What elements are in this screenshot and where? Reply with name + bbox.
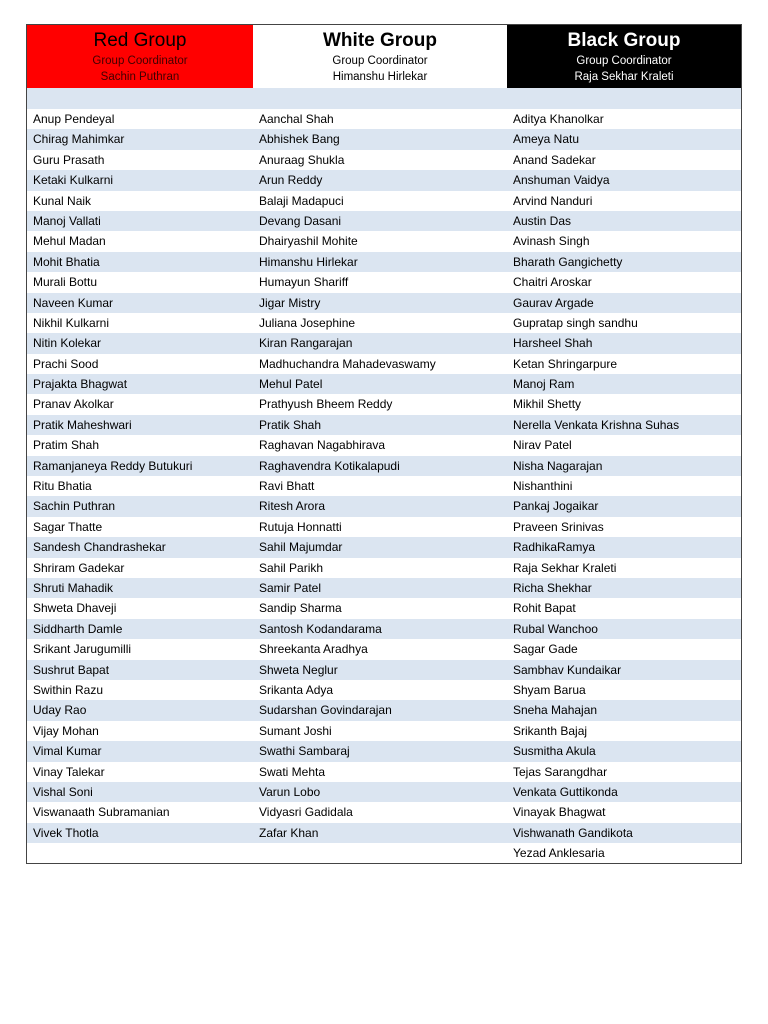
black-group-member: Harsheel Shah — [513, 336, 593, 351]
white-group-member: Aanchal Shah — [259, 112, 334, 126]
table-row — [27, 231, 741, 251]
table-row — [27, 333, 741, 353]
white-group-header — [253, 25, 507, 88]
group-header-row — [27, 25, 741, 88]
table-row — [27, 558, 741, 578]
black-group-member: Tejas Sarangdhar — [513, 764, 608, 779]
black-group-member: Vinayak Bhagwat — [513, 805, 606, 820]
red-group-member: Pratik Maheshwari — [33, 417, 132, 432]
red-group-member: Uday Rao — [33, 703, 87, 718]
white-group-member: Santosh Kodandarama — [259, 621, 382, 636]
red-group-member: Sandesh Chandrashekar — [33, 540, 166, 555]
white-group-member: Arun Reddy — [259, 173, 323, 188]
red-group-member: Pranav Akolkar — [33, 397, 114, 412]
table-row — [27, 578, 741, 598]
black-group-member: Richa Shekhar — [513, 580, 592, 595]
white-group-member: Dhairyashil Mohite — [259, 234, 358, 249]
table-row — [27, 109, 741, 129]
spacer-row — [27, 88, 741, 109]
black-group-member: Gupratap singh sandhu — [513, 315, 638, 330]
table-row — [27, 415, 741, 435]
table-row — [27, 476, 741, 496]
black-group-member: Avinash Singh — [513, 234, 590, 249]
table-row — [27, 150, 741, 170]
table-row — [27, 496, 741, 516]
white-group-member: Vidyasri Gadidala — [259, 805, 353, 820]
black-group-member: Susmitha Akula — [513, 744, 596, 759]
red-group-member: Manoj Vallati — [33, 213, 101, 228]
white-group-member: Mehul Patel — [259, 377, 323, 392]
red-group-member: Prajakta Bhagwat — [33, 377, 128, 392]
black-group-member: Nishanthini — [513, 479, 573, 494]
black-group-member: Ameya Natu — [513, 132, 580, 147]
black-group-member: Anshuman Vaidya — [513, 173, 610, 188]
red-group-member: Ramanjaneya Reddy Butukuri — [33, 458, 193, 473]
black-group-member: Rubal Wanchoo — [513, 621, 598, 636]
white-group-member: Raghavan Nagabhirava — [259, 438, 386, 453]
table-row — [27, 435, 741, 455]
white-group-member: Shweta Neglur — [259, 662, 338, 677]
table-row — [27, 782, 741, 802]
red-group-member: Naveen Kumar — [33, 295, 114, 310]
red-group-member: Shweta Dhaveji — [33, 601, 117, 616]
black-group-member: RadhikaRamya — [513, 540, 596, 555]
red-group-member: Nitin Kolekar — [33, 336, 102, 351]
white-group-member: Kiran Rangarajan — [259, 336, 353, 351]
white-group-member: Swati Mehta — [259, 764, 326, 779]
black-group-member: Arvind Nanduri — [513, 193, 593, 208]
black-group-member: Nerella Venkata Krishna Suhas — [513, 417, 680, 432]
white-group-member: Prathyush Bheem Reddy — [259, 397, 393, 412]
white-group-member: Balaji Madapuci — [259, 193, 344, 208]
red-group-member: Shriram Gadekar — [33, 560, 125, 575]
black-group-member: Anand Sadekar — [513, 152, 596, 167]
table-row — [27, 191, 741, 211]
black-group-member: Praveen Srinivas — [513, 519, 604, 534]
black-group-member: Srikanth Bajaj — [513, 723, 588, 738]
table-row — [27, 843, 741, 863]
white-group-member: Swathi Sambaraj — [259, 744, 350, 759]
red-group-member: Vijay Mohan — [33, 723, 99, 738]
black-group-member: Bharath Gangichetty — [513, 254, 623, 269]
black-group-member: Rohit Bapat — [513, 601, 576, 616]
black-group-member: Yezad Anklesaria — [513, 846, 605, 861]
white-group-member: Sahil Parikh — [259, 560, 324, 575]
black-group-member: Nirav Patel — [513, 438, 572, 453]
black-group-member: Gaurav Argade — [513, 295, 594, 310]
table-row — [27, 293, 741, 313]
table-row — [27, 517, 741, 537]
white-group-member: Rutuja Honnatti — [259, 519, 342, 534]
red-group-coordinator-name: Sachin Puthran — [100, 71, 180, 83]
white-group-member: Zafar Khan — [259, 825, 319, 840]
white-group-member: Humayun Shariff — [259, 275, 349, 290]
table-row — [27, 802, 741, 822]
red-group-member: Murali Bottu — [33, 275, 98, 290]
red-group-member: Anup Pendeyal — [33, 112, 115, 126]
white-group-member: Sudarshan Govindarajan — [259, 703, 392, 718]
table-row — [27, 374, 741, 394]
red-group-member: Sagar Thatte — [33, 519, 103, 534]
black-group-coordinator-name: Raja Sekhar Kraleti — [574, 71, 674, 83]
black-group-member: Aditya Khanolkar — [513, 112, 604, 126]
black-group-member: Pankaj Jogaikar — [513, 499, 599, 514]
red-group-member: Pratim Shah — [33, 438, 100, 453]
white-group-title: White Group — [323, 30, 437, 51]
white-group-member: Pratik Shah — [259, 417, 322, 432]
table-row — [27, 211, 741, 231]
black-group-member: Sagar Gade — [513, 642, 578, 657]
black-group-member: Mikhil Shetty — [513, 397, 582, 412]
red-group-member: Shruti Mahadik — [33, 580, 114, 595]
table-row — [27, 252, 741, 272]
table-row — [27, 762, 741, 782]
black-group-title: Black Group — [567, 30, 681, 51]
black-group-member: Austin Das — [513, 213, 572, 228]
white-group-member: Madhuchandra Mahadevaswamy — [259, 356, 436, 371]
red-group-member: Kunal Naik — [33, 193, 92, 208]
red-group-member: Guru Prasath — [33, 152, 105, 167]
table-row — [27, 272, 741, 292]
table-row — [27, 598, 741, 618]
white-group-member: Abhishek Bang — [259, 132, 340, 147]
red-group-member: Vimal Kumar — [33, 744, 102, 759]
red-group-member: Sushrut Bapat — [33, 662, 110, 677]
black-group-member: Nisha Nagarajan — [513, 458, 603, 473]
red-group-member: Vinay Talekar — [33, 764, 105, 779]
red-group-member: Viswanaath Subramanian — [33, 805, 170, 820]
table-row — [27, 129, 741, 149]
white-group-member: Juliana Josephine — [259, 315, 356, 330]
red-group-member: Vishal Soni — [33, 784, 93, 799]
white-group-member: Samir Patel — [259, 580, 322, 595]
black-group-member: Vishwanath Gandikota — [513, 825, 633, 840]
white-group-member: Himanshu Hirlekar — [259, 254, 358, 269]
red-group-member: Sachin Puthran — [33, 499, 116, 514]
red-group-title: Red Group — [93, 30, 187, 51]
red-group-header — [27, 25, 253, 88]
red-group-member: Ketaki Kulkarni — [33, 173, 114, 188]
white-group-member: Anuraag Shukla — [259, 152, 345, 167]
red-group-member: Vivek Thotla — [33, 825, 99, 840]
white-group-member: Ritesh Arora — [259, 499, 326, 514]
white-group-member: Raghavendra Kotikalapudi — [259, 458, 400, 473]
white-group-coordinator-label: Group Coordinator — [332, 55, 428, 67]
table-row — [27, 619, 741, 639]
red-group-coordinator-label: Group Coordinator — [92, 55, 188, 67]
white-group-member: Sandip Sharma — [259, 601, 342, 616]
red-group-member: Nikhil Kulkarni — [33, 315, 110, 330]
black-group-member: Chaitri Aroskar — [513, 275, 592, 290]
table-row — [27, 639, 741, 659]
black-group-member: Shyam Barua — [513, 682, 586, 697]
black-group-member: Venkata Guttikonda — [513, 784, 618, 799]
black-group-member: Ketan Shringarpure — [513, 356, 618, 371]
white-group-member: Devang Dasani — [259, 213, 342, 228]
red-group-member: Siddharth Damle — [33, 621, 123, 636]
white-group-member: Srikanta Adya — [259, 682, 334, 697]
white-group-member: Jigar Mistry — [259, 295, 321, 310]
table-row — [27, 170, 741, 190]
member-rows — [27, 109, 741, 863]
table-row — [27, 741, 741, 761]
table-row — [27, 660, 741, 680]
table-row — [27, 354, 741, 374]
table-row — [27, 313, 741, 333]
white-group-member: Ravi Bhatt — [259, 479, 315, 494]
black-group-member: Sneha Mahajan — [513, 703, 598, 718]
red-group-member: Ritu Bhatia — [33, 479, 92, 494]
table-row — [27, 700, 741, 720]
red-group-member: Mehul Madan — [33, 234, 106, 249]
red-group-member: Swithin Razu — [33, 682, 104, 697]
table-row — [27, 394, 741, 414]
table-row — [27, 721, 741, 741]
black-group-member: Sambhav Kundaikar — [513, 662, 622, 677]
black-group-coordinator-label: Group Coordinator — [576, 55, 672, 67]
white-group-member: Varun Lobo — [259, 784, 321, 799]
table-row — [27, 537, 741, 557]
black-group-member: Manoj Ram — [513, 377, 575, 392]
table-row — [27, 456, 741, 476]
red-group-member: Chirag Mahimkar — [33, 132, 125, 147]
white-group-coordinator-name: Himanshu Hirlekar — [332, 71, 428, 83]
red-group-member: Srikant Jarugumilli — [33, 642, 132, 657]
white-group-member — [253, 843, 507, 863]
white-group-member: Sahil Majumdar — [259, 540, 343, 555]
red-group-member: Prachi Sood — [33, 356, 99, 371]
white-group-member: Shreekanta Aradhya — [259, 642, 368, 657]
group-roster-table — [26, 24, 742, 864]
black-group-member: Raja Sekhar Kraleti — [513, 560, 617, 575]
table-row — [27, 680, 741, 700]
red-group-member — [27, 843, 253, 863]
white-group-member: Sumant Joshi — [259, 723, 332, 738]
table-row — [27, 823, 741, 843]
red-group-member: Mohit Bhatia — [33, 254, 100, 269]
black-group-header — [507, 25, 741, 88]
